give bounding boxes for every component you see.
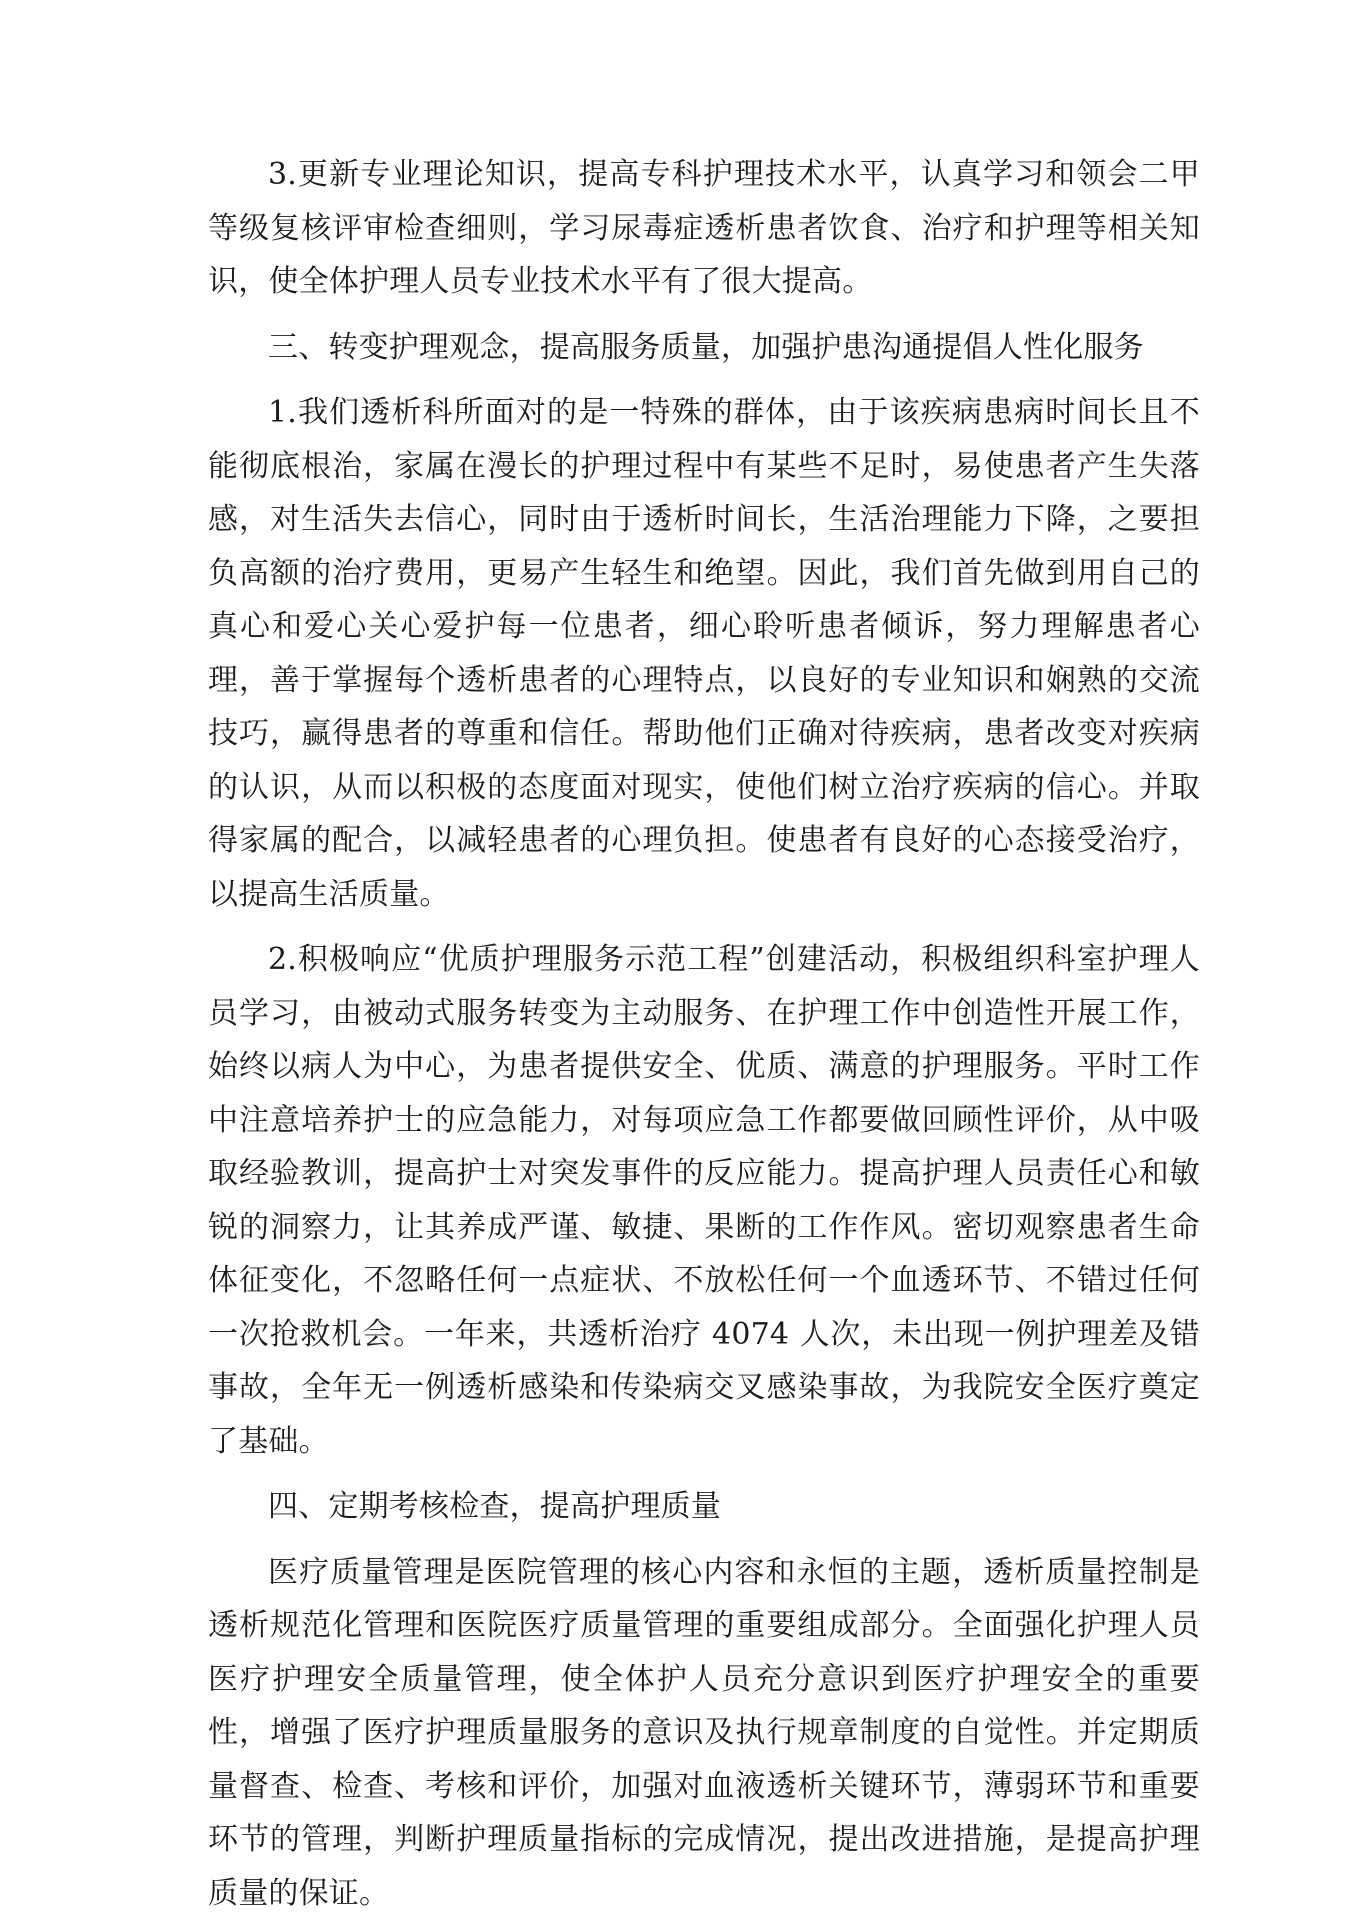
section-heading-four: 四、定期考核检查，提高护理质量 [268, 1489, 721, 1524]
paragraph-update-knowledge: 3.更新专业理论知识，提高专科护理技术水平，认真学习和领会二甲等级复核评审检查细则，学习尿毒症透析患者饮食、治疗和护理等相关知识，使全体护理人员专业技术水平有了很大提高。 [208, 157, 1200, 299]
section-heading-three: 三、转变护理观念，提高服务质量，加强护患沟通提倡人性化服务 [268, 329, 1144, 365]
paragraph-quality-nursing: 2.积极响应“优质护理服务示范工程”创建活动，积极组织科室护理人员学习，由被动式服务转变为主动服务、在护理工作中创造性开展工作，始终以病人为中心，为患者提供安全、优质、满意的护理服务。平时工作中注意培养护士的应急能力，对每项应急工作都要做回顾性评价，从中吸取经验教训，提高护士对突发事件的反应能力。提高护理人员责任心和敏锐的洞察力，让其养成严谨、敏捷、果断的工作作风。密切观察患者生命体征变化，不忽略任何一点症状、不放松任何一个血透环节、不错过任何一次抢救机会。一年来，共透析治疗 4074 人次，未出现一例护理差及错事故，全年无一例透析感染和传染病交叉感染事故，为我院安全医疗奠定了基础。 [208, 942, 1200, 1459]
paragraph-special-group: 1.我们透析科所面对的是一特殊的群体，由于该疾病患病时间长且不能彻底根治，家属在漫长的护理过程中有某些不足时，易使患者产生失落感，对生活失去信心，同时由于透析时间长，生活治理能力下降，之要担负高额的治疗费用，更易产生轻生和绝望。因此，我们首先做到用自己的真心和爱心关心爱护每一位患者，细心聆听患者倾诉，努力理解患者心理，善于掌握每个透析患者的心理特点，以良好的专业知识和娴熟的交流技巧，赢得患者的尊重和信任。帮助他们正确对待疾病，患者改变对疾病的认识，从而以积极的态度面对现实，使他们树立治疗疾病的信心。并取得家属的配合，以减轻患者的心理负担。使患者有良好的心态接受治疗，以提高生活质量。 [208, 395, 1200, 912]
document-body [208, 148, 1200, 1932]
paragraph-quality-management: 医疗质量管理是医院管理的核心内容和永恒的主题，透析质量控制是透析规范化管理和医院医疗质量管理的重要组成部分。全面强化护理人员医疗护理安全质量管理，使全体护人员充分意识到医疗护理安全的重要性，增强了医疗护理质量服务的意识及执行规章制度的自觉性。并定期质量督查、检查、考核和评价，加强对血液透析关键环节，薄弱环节和重要环节的管理，判断护理质量指标的完成情况，提出改进措施，是提高护理质量的保证。 [208, 1554, 1200, 1911]
